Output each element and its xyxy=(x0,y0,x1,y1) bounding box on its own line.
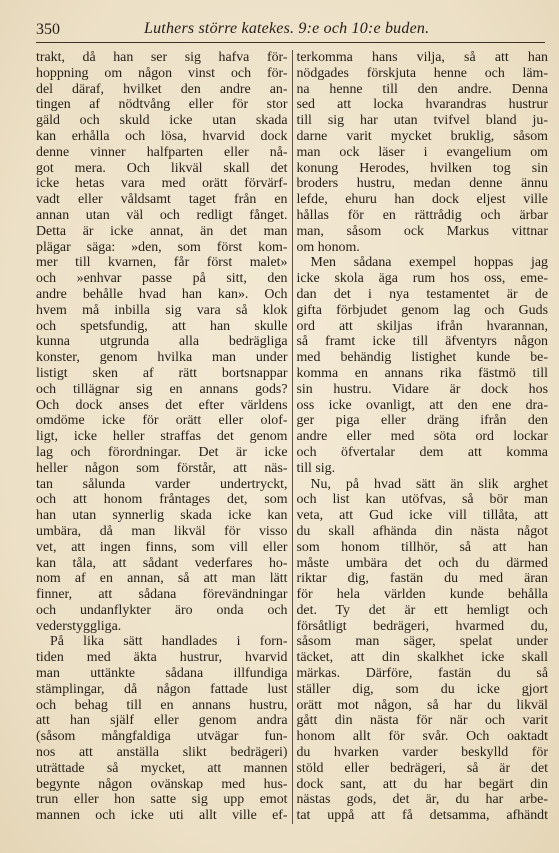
text-line: Nu, på hvad sätt än slik arghet xyxy=(310,476,548,492)
text-line: tingen af nödtvång eller för stor xyxy=(36,97,288,113)
text-line: orätt mot någon, så har du likväl xyxy=(296,697,548,713)
text-line: tan sålunda varder undertryckt, xyxy=(36,476,288,492)
text-line: icke hetas vara med orätt förvärf- xyxy=(36,176,288,192)
text-line: omdöme icke för orätt eller olof- xyxy=(36,413,288,429)
text-line: trakt, då han ser sig hafva för- xyxy=(36,50,288,65)
text-line: lefde, ehuru han dock eljest ville xyxy=(296,192,548,208)
left-column xyxy=(36,50,292,824)
text-line: och list kan utöfvas, så bör man xyxy=(296,492,548,508)
text-line: kan tåla, att sådant vederfares ho- xyxy=(36,555,288,571)
text-line: broders hustru, medan denne ännu xyxy=(296,176,548,192)
text-line: andre eller med söta ord lockar xyxy=(296,429,548,445)
text-line: del däraf, hvilket den andre an- xyxy=(36,81,288,97)
text-line: plägar säga: »den, som först kom- xyxy=(36,239,288,255)
text-line: na henne till den andre. Denna xyxy=(296,81,548,97)
text-line: hvem må inbilla sig vara så klok xyxy=(36,302,288,318)
text-line: uträttade så mycket, att mannen xyxy=(36,760,288,776)
text-line: darne varit mycket bruklig, såsom xyxy=(296,128,548,144)
text-line: märkas. Därföre, fastän du så xyxy=(296,666,548,682)
text-line: Och dock anses det efter världens xyxy=(36,397,288,413)
text-line: man, såsom ock Markus vittnar xyxy=(296,223,548,239)
text-line: att han själf eller genom andra xyxy=(36,713,288,729)
text-line: terkomma hans vilja, så att han xyxy=(296,50,548,65)
text-line: begynte någon ovänskap med hus- xyxy=(36,776,288,792)
text-line: oss icke ovanligt, att den ene dra- xyxy=(296,397,548,413)
text-line: nästas gods, det är, du har arbe- xyxy=(296,792,548,808)
text-line: såsom man säger, spelat under xyxy=(296,634,548,650)
running-title: Luthers större katekes. 9:e och 10:e buden. xyxy=(144,20,430,37)
text-line: för hela världen kunde behålla xyxy=(296,587,548,603)
text-line: försåtligt bedrägeri, hvarmed du, xyxy=(296,618,548,634)
text-line: om honom. xyxy=(296,239,360,255)
text-line: och undanflykter äro onda och xyxy=(36,602,288,618)
text-line: tiden med äkta hustrur, hvarvid xyxy=(36,650,288,666)
text-line: stöld eller bedrägeri, så är det xyxy=(296,760,548,776)
text-line: sin hustru. Vidare är dock hos xyxy=(296,381,548,397)
text-line: listigt sken af rätt bortsnappar xyxy=(36,365,288,381)
text-line: och att honom fråntages det, som xyxy=(36,492,288,508)
page-number: 350 xyxy=(36,21,60,38)
text-line: och behag till en annans hustru, xyxy=(36,697,288,713)
text-line: (såsom mångfaldiga utvägar fun- xyxy=(36,729,288,745)
text-line: stämplingar, då någon fattade lust xyxy=(36,681,288,697)
text-line: umbära, då man likväl för visso xyxy=(36,523,288,539)
text-line: dan det i nya testamentet är de xyxy=(296,286,548,302)
text-line: trun eller hon satte sig upp emot xyxy=(36,792,288,808)
text-line: komma en annans rika fästmö till xyxy=(296,365,548,381)
text-line: måste umbära det och du därmed xyxy=(296,555,548,571)
text-line: täcket, att din skalkhet icke skall xyxy=(296,650,548,666)
text-line: vederstyggliga. xyxy=(36,618,122,634)
text-line: konster, genom hvilka man under xyxy=(36,350,288,366)
text-line: som honom tillhör, så att han xyxy=(296,539,548,555)
text-line: nom af en annan, så att man lätt xyxy=(36,571,288,587)
text-line: lag och förordningar. Det är icke xyxy=(36,444,288,460)
text-line: riktar dig, fastän du med äran xyxy=(296,571,548,587)
text-line: kunna utgrunda alla bedrägliga xyxy=(36,334,288,350)
text-line: med behändig listighet kunde be- xyxy=(296,350,548,366)
text-line: konung Herodes, hvilken tog sin xyxy=(296,160,548,176)
text-line: ord att skiljas ifrån hvarannan, xyxy=(296,318,548,334)
text-line: finner, att sådana förevändningar xyxy=(36,587,288,603)
text-line: han utan synnerlig skada icke kan xyxy=(36,508,288,524)
text-line: gäld och skuld icke utan skada xyxy=(36,113,288,129)
text-line: vadt eller våldsamt taget från en xyxy=(36,192,288,208)
text-line: nödgades förskjuta henne och läm- xyxy=(296,65,548,81)
right-column xyxy=(292,50,548,824)
text-line: Detta är icke annat, än det man xyxy=(36,223,288,239)
text-line: du hvarken varder beskylld för xyxy=(296,745,548,761)
text-line: gifta förbjudet genom lag och Guds xyxy=(296,302,548,318)
text-line: och spetsfundig, att han skulle xyxy=(36,318,288,334)
text-line: mer till kvarnen, får först malet» xyxy=(36,255,288,271)
text-line: kan erhålla och lösa, hvarvid dock xyxy=(36,128,288,144)
text-line: ställer dig, som du icke gjort xyxy=(296,681,548,697)
text-line: sed att locka hvarandras hustrur xyxy=(296,97,548,113)
text-line: så framt icke till äfventyrs någon xyxy=(296,334,548,350)
text-columns xyxy=(36,50,548,824)
page-header xyxy=(36,20,545,43)
text-line: det. Ty det är ett hemligt och xyxy=(296,602,548,618)
text-line: andre behålle hvad han kan». Och xyxy=(36,286,288,302)
text-line: dock sant, att du har begärt din xyxy=(296,776,548,792)
text-line: icke skola äga rum hos oss, eme- xyxy=(296,271,548,287)
text-line: Men sådana exempel hoppas jag xyxy=(310,255,548,271)
text-line: nos att anställa slikt bedrägeri) xyxy=(36,745,288,761)
text-line: På lika sätt handlades i forn- xyxy=(50,634,288,650)
text-line: veta, att Gud icke vill tillåta, att xyxy=(296,508,548,524)
text-line: och »enhvar passe på sitt, den xyxy=(36,271,288,287)
text-line: honom allt för svår. Och oaktadt xyxy=(296,729,548,745)
text-line: man uttänkte sådana illfundiga xyxy=(36,666,288,682)
text-line: hoppning om någon vinst och för- xyxy=(36,65,288,81)
text-line: denne vinner halfparten eller nå- xyxy=(36,144,288,160)
text-line: till sig. xyxy=(296,460,336,476)
text-line: vet, att ingen finns, som vill eller xyxy=(36,539,288,555)
text-line: got mera. Och likväl skall det xyxy=(36,160,288,176)
text-line: du skall afhända din nästa något xyxy=(296,523,548,539)
text-line: ger piga eller dräng ifrån den xyxy=(296,413,548,429)
text-line: och tillägnar sig en annans gods? xyxy=(36,381,288,397)
text-line: heller någon som förstår, att näs- xyxy=(36,460,288,476)
text-line: man ock läser i evangelium om xyxy=(296,144,548,160)
text-line: och öfvertalar dem att komma xyxy=(296,444,548,460)
text-line: annan utan väl och redligt fånget. xyxy=(36,207,288,223)
text-line: till sig har utan tvifvel bland ju- xyxy=(296,113,548,129)
text-line: gått din nästa för när och varit xyxy=(296,713,548,729)
text-line: ligt, icke heller straffas det genom xyxy=(36,429,288,445)
text-line: tat uppå att få detsamma, afhändt xyxy=(296,808,548,824)
text-line: hållas för en rättrådig och ärbar xyxy=(296,207,548,223)
text-line: mannen och icke uti allt ville ef- xyxy=(36,808,288,824)
